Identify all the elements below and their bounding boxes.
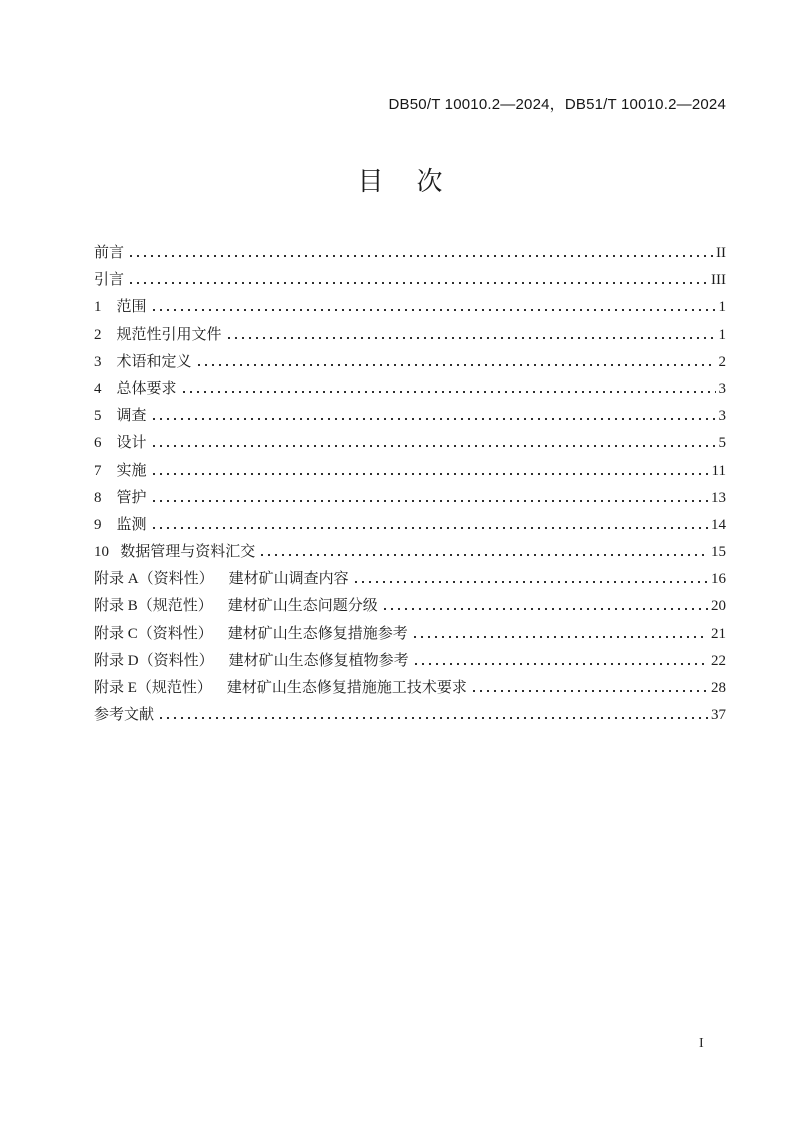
toc-entry-label: 10 数据管理与资料汇交: [94, 544, 256, 561]
toc-entry: [94, 267, 726, 294]
toc-entry-page-number: 37: [711, 707, 726, 724]
dot-leader: [183, 391, 716, 393]
toc-entry-label: 7 实施: [94, 462, 147, 479]
document-number: DB50/T 10010.2—2024，DB51/T 10010.2—2024: [388, 96, 726, 113]
dot-leader: [355, 581, 708, 583]
dot-leader: [153, 527, 708, 529]
toc-entry-label: 附录 A（资料性） 建材矿山调查内容: [94, 571, 349, 588]
toc-entry-label: 附录 B（规范性） 建材矿山生态问题分级: [94, 598, 378, 615]
toc-entry: [94, 322, 726, 349]
dot-leader: [153, 473, 709, 475]
dot-leader: [414, 636, 708, 638]
toc-entry: [94, 593, 726, 620]
toc-entry-label: 4 总体要求: [94, 380, 177, 397]
toc-entry-label: 2 规范性引用文件: [94, 326, 222, 343]
toc-entry-page-number: 22: [711, 652, 726, 669]
toc-entry-page-number: 3: [718, 380, 726, 397]
toc-entry-page-number: 13: [711, 489, 726, 506]
toc-entry-page-number: 15: [711, 544, 726, 561]
toc-entry-page-number: 1: [718, 299, 726, 316]
dot-leader: [228, 337, 716, 339]
toc-entry: [94, 294, 726, 321]
toc-entry-label: 参考文献: [94, 707, 155, 724]
toc-entry: [94, 539, 726, 566]
page-title: 目 次: [357, 167, 443, 197]
toc-entry-label: 3 术语和定义: [94, 353, 192, 370]
toc-entry: [94, 349, 726, 376]
dot-leader: [153, 500, 708, 502]
dot-leader: [198, 364, 716, 366]
toc-entry: [94, 376, 726, 403]
toc-entry: [94, 240, 726, 267]
dot-leader: [473, 690, 708, 692]
dot-leader: [160, 717, 708, 719]
dot-leader: [415, 663, 708, 665]
dot-leader: [153, 418, 716, 420]
dot-leader: [153, 445, 716, 447]
toc-entry-label: 8 管护: [94, 489, 147, 506]
dot-leader: [261, 554, 708, 556]
toc-entry-label: 引言: [94, 272, 125, 289]
dot-leader: [153, 309, 716, 311]
toc-entry-page-number: 11: [711, 462, 726, 479]
toc-entry-page-number: 3: [718, 408, 726, 425]
toc-entry: [94, 675, 726, 702]
toc-entry-label: 1 范围: [94, 299, 147, 316]
toc-entry: [94, 430, 726, 457]
toc-entry-label: 附录 E（规范性） 建材矿山生态修复措施施工技术要求: [94, 680, 467, 696]
toc-entry-page-number: 1: [718, 326, 726, 343]
toc-entry-label: 前言: [94, 245, 125, 261]
toc-entry-page-number: II: [716, 245, 726, 261]
dot-leader: [130, 282, 708, 284]
toc-entry: [94, 702, 726, 729]
toc-entry-page-number: 16: [711, 571, 726, 588]
toc-entry-page-number: 20: [711, 598, 726, 615]
toc-entry-page-number: 2: [718, 353, 726, 370]
footer-page-number: I: [699, 1036, 704, 1051]
toc-entry: [94, 458, 726, 485]
toc-entry-page-number: 5: [718, 435, 726, 452]
toc-entry-page-number: 14: [711, 516, 726, 533]
toc-entry: [94, 485, 726, 512]
toc-entry-label: 6 设计: [94, 435, 147, 452]
toc-entry-page-number: III: [711, 272, 726, 289]
toc-entry-label: 9 监测: [94, 516, 147, 533]
toc-entry: [94, 403, 726, 430]
toc-entry: [94, 648, 726, 675]
toc-entry: [94, 621, 726, 648]
toc-entry: [94, 566, 726, 593]
toc-entry-label: 附录 D（资料性） 建材矿山生态修复植物参考: [94, 652, 409, 669]
dot-leader: [384, 608, 708, 610]
toc-entry-label: 附录 C（资料性） 建材矿山生态修复措施参考: [94, 625, 408, 642]
toc-entry-page-number: 21: [711, 625, 726, 642]
toc-entry-label: 5 调查: [94, 408, 147, 425]
toc-entry-page-number: 28: [711, 680, 726, 696]
toc-entry: [94, 512, 726, 539]
table-of-contents: [94, 240, 726, 729]
dot-leader: [130, 255, 713, 257]
